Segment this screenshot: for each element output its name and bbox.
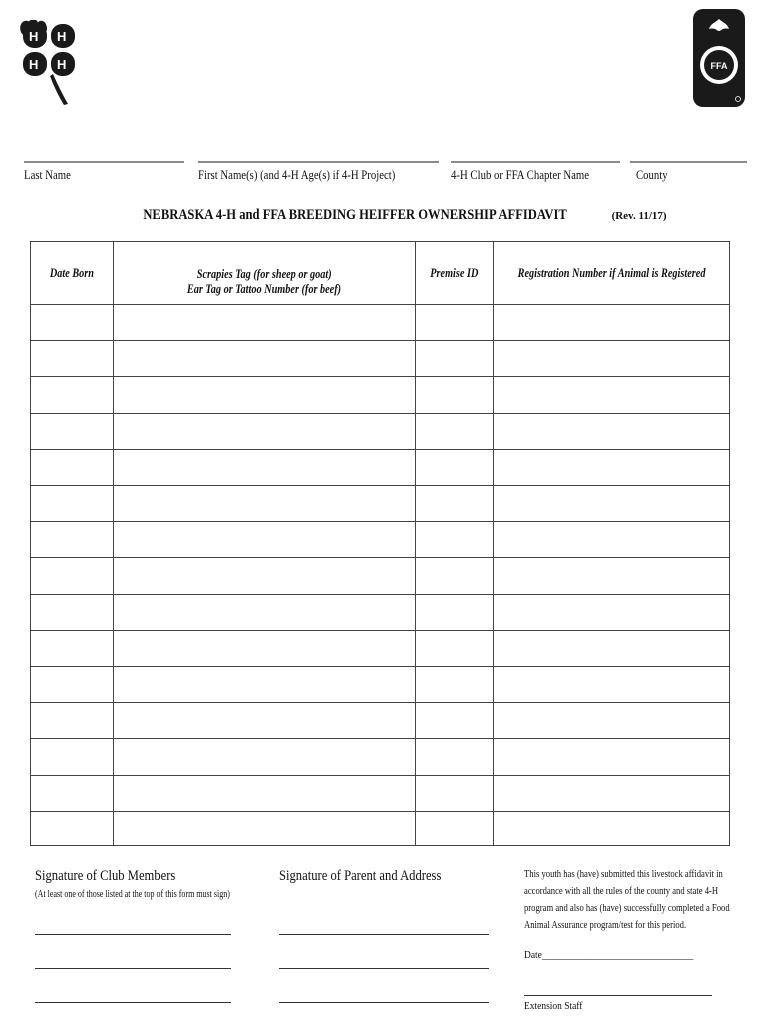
animal-table (30, 241, 730, 846)
club-signature-line-1[interactable] (35, 934, 231, 935)
date-born-cell[interactable] (33, 487, 111, 519)
column-divider (113, 242, 114, 845)
row-divider (31, 738, 729, 739)
registration-number-cell[interactable] (495, 342, 729, 374)
tag-number-cell[interactable] (115, 342, 413, 374)
tag-number-cell[interactable] (115, 306, 413, 338)
club-signature-title: Signature of Club Members (35, 868, 176, 884)
registration-number-cell[interactable] (495, 777, 729, 809)
row-divider (31, 413, 729, 414)
svg-text:H: H (29, 57, 39, 72)
premise-id-cell[interactable] (417, 378, 491, 410)
first-name-label: First Name(s) (and 4-H Age(s) if 4-H Project) (198, 168, 396, 182)
row-divider (31, 449, 729, 450)
premise-id-cell[interactable] (417, 668, 491, 700)
parent-signature-title: Signature of Parent and Address (279, 868, 442, 884)
date-born-cell[interactable] (33, 378, 111, 410)
date-born-cell[interactable] (33, 415, 111, 447)
form-revision: (Rev. 11/17) (611, 210, 667, 222)
tag-number-cell[interactable] (115, 559, 413, 591)
date-born-cell[interactable] (33, 596, 111, 628)
premise-id-cell[interactable] (417, 451, 491, 483)
registration-number-cell[interactable] (495, 668, 729, 700)
premise-id-cell[interactable] (417, 559, 491, 591)
first-name-line[interactable] (198, 161, 439, 163)
date-born-cell[interactable] (33, 813, 111, 845)
tag-number-cell[interactable] (115, 415, 413, 447)
date-born-cell[interactable] (33, 668, 111, 700)
tag-number-cell[interactable] (115, 632, 413, 664)
parent-signature-line-3[interactable] (279, 1002, 489, 1003)
row-divider (31, 557, 729, 558)
premise-id-cell[interactable] (417, 415, 491, 447)
parent-signature-line-1[interactable] (279, 934, 489, 935)
club-signature-line-3[interactable] (35, 1002, 231, 1003)
premise-id-cell[interactable] (417, 342, 491, 374)
registration-number-cell[interactable] (495, 704, 729, 736)
date-born-cell[interactable] (33, 523, 111, 555)
date-born-cell[interactable] (33, 451, 111, 483)
svg-text:H: H (57, 29, 67, 44)
premise-id-cell[interactable] (417, 777, 491, 809)
svg-text:H: H (57, 57, 67, 72)
row-divider (31, 702, 729, 703)
date-born-cell[interactable] (33, 559, 111, 591)
registration-number-cell[interactable] (495, 523, 729, 555)
ffa-emblem-logo (693, 9, 745, 107)
tag-number-cell[interactable] (115, 740, 413, 772)
last-name-line[interactable] (24, 161, 184, 163)
four-h-clover-logo (20, 20, 78, 106)
date-born-cell[interactable] (33, 632, 111, 664)
club-chapter-label: 4-H Club or FFA Chapter Name (451, 168, 590, 182)
premise-id-cell[interactable] (417, 596, 491, 628)
form-title (0, 206, 770, 224)
tag-number-cell[interactable] (115, 523, 413, 555)
date-born-cell[interactable] (33, 704, 111, 736)
column-header-registration-number: Registration Number if Animal is Registered (518, 266, 706, 280)
extension-staff-label: Extension Staff (524, 1000, 583, 1012)
club-chapter-line[interactable] (451, 161, 620, 163)
registration-number-cell[interactable] (495, 559, 729, 591)
registration-number-cell[interactable] (495, 632, 729, 664)
row-divider (31, 340, 729, 341)
last-name-label: Last Name (24, 168, 71, 182)
county-label: County (636, 168, 668, 182)
extension-staff-line[interactable] (524, 995, 712, 996)
column-header-premise-id: Premise ID (429, 266, 479, 280)
tag-number-cell[interactable] (115, 813, 413, 845)
tag-number-cell[interactable] (115, 668, 413, 700)
date-field[interactable]: Date________________________________ (524, 949, 694, 961)
registration-number-cell[interactable] (495, 306, 729, 338)
parent-signature-line-2[interactable] (279, 968, 489, 969)
date-born-cell[interactable] (33, 342, 111, 374)
tag-number-cell[interactable] (115, 451, 413, 483)
county-line[interactable] (630, 161, 747, 163)
tag-number-cell[interactable] (115, 487, 413, 519)
premise-id-cell[interactable] (417, 704, 491, 736)
column-header-tag-number: Scrapies Tag (for sheep or goat) Ear Tag or Tattoo Number (for beef) (186, 266, 342, 296)
date-born-cell[interactable] (33, 306, 111, 338)
premise-id-cell[interactable] (417, 632, 491, 664)
premise-id-cell[interactable] (417, 813, 491, 845)
date-born-cell[interactable] (33, 740, 111, 772)
registration-number-cell[interactable] (495, 596, 729, 628)
row-divider (31, 594, 729, 595)
form-title-main: NEBRASKA 4-H and FFA BREEDING HEIFFER OWNERSHIP AFFIDAVIT (143, 207, 568, 223)
row-divider (31, 630, 729, 631)
row-divider (31, 521, 729, 522)
registration-number-cell[interactable] (495, 813, 729, 845)
row-divider (31, 775, 729, 776)
svg-text:H: H (29, 29, 39, 44)
premise-id-cell[interactable] (417, 306, 491, 338)
row-divider (31, 304, 729, 305)
club-signature-line-2[interactable] (35, 968, 231, 969)
tag-number-cell[interactable] (115, 704, 413, 736)
certification-text: This youth has (have) submitted this livestock affidavit in accordance with all the rules of the county and state 4-H program and also has (have) successfully completed a Food Animal Assurance program/test for this period. (524, 869, 730, 931)
tag-number-cell[interactable] (115, 596, 413, 628)
date-born-cell[interactable] (33, 777, 111, 809)
tag-number-cell[interactable] (115, 777, 413, 809)
premise-id-cell[interactable] (417, 487, 491, 519)
row-divider (31, 485, 729, 486)
row-divider (31, 376, 729, 377)
column-divider (415, 242, 416, 845)
registration-number-cell[interactable] (495, 740, 729, 772)
premise-id-cell[interactable] (417, 740, 491, 772)
row-divider (31, 811, 729, 812)
tag-number-cell[interactable] (115, 378, 413, 410)
registration-number-cell[interactable] (495, 415, 729, 447)
column-header-date-born: Date Born (49, 266, 95, 280)
row-divider (31, 666, 729, 667)
premise-id-cell[interactable] (417, 523, 491, 555)
registration-number-cell[interactable] (495, 451, 729, 483)
club-signature-note: (At least one of those listed at the top of this form must sign) (35, 889, 230, 900)
column-divider (493, 242, 494, 845)
registration-number-cell[interactable] (495, 378, 729, 410)
registration-number-cell[interactable] (495, 487, 729, 519)
svg-text:FFA: FFA (710, 61, 728, 71)
